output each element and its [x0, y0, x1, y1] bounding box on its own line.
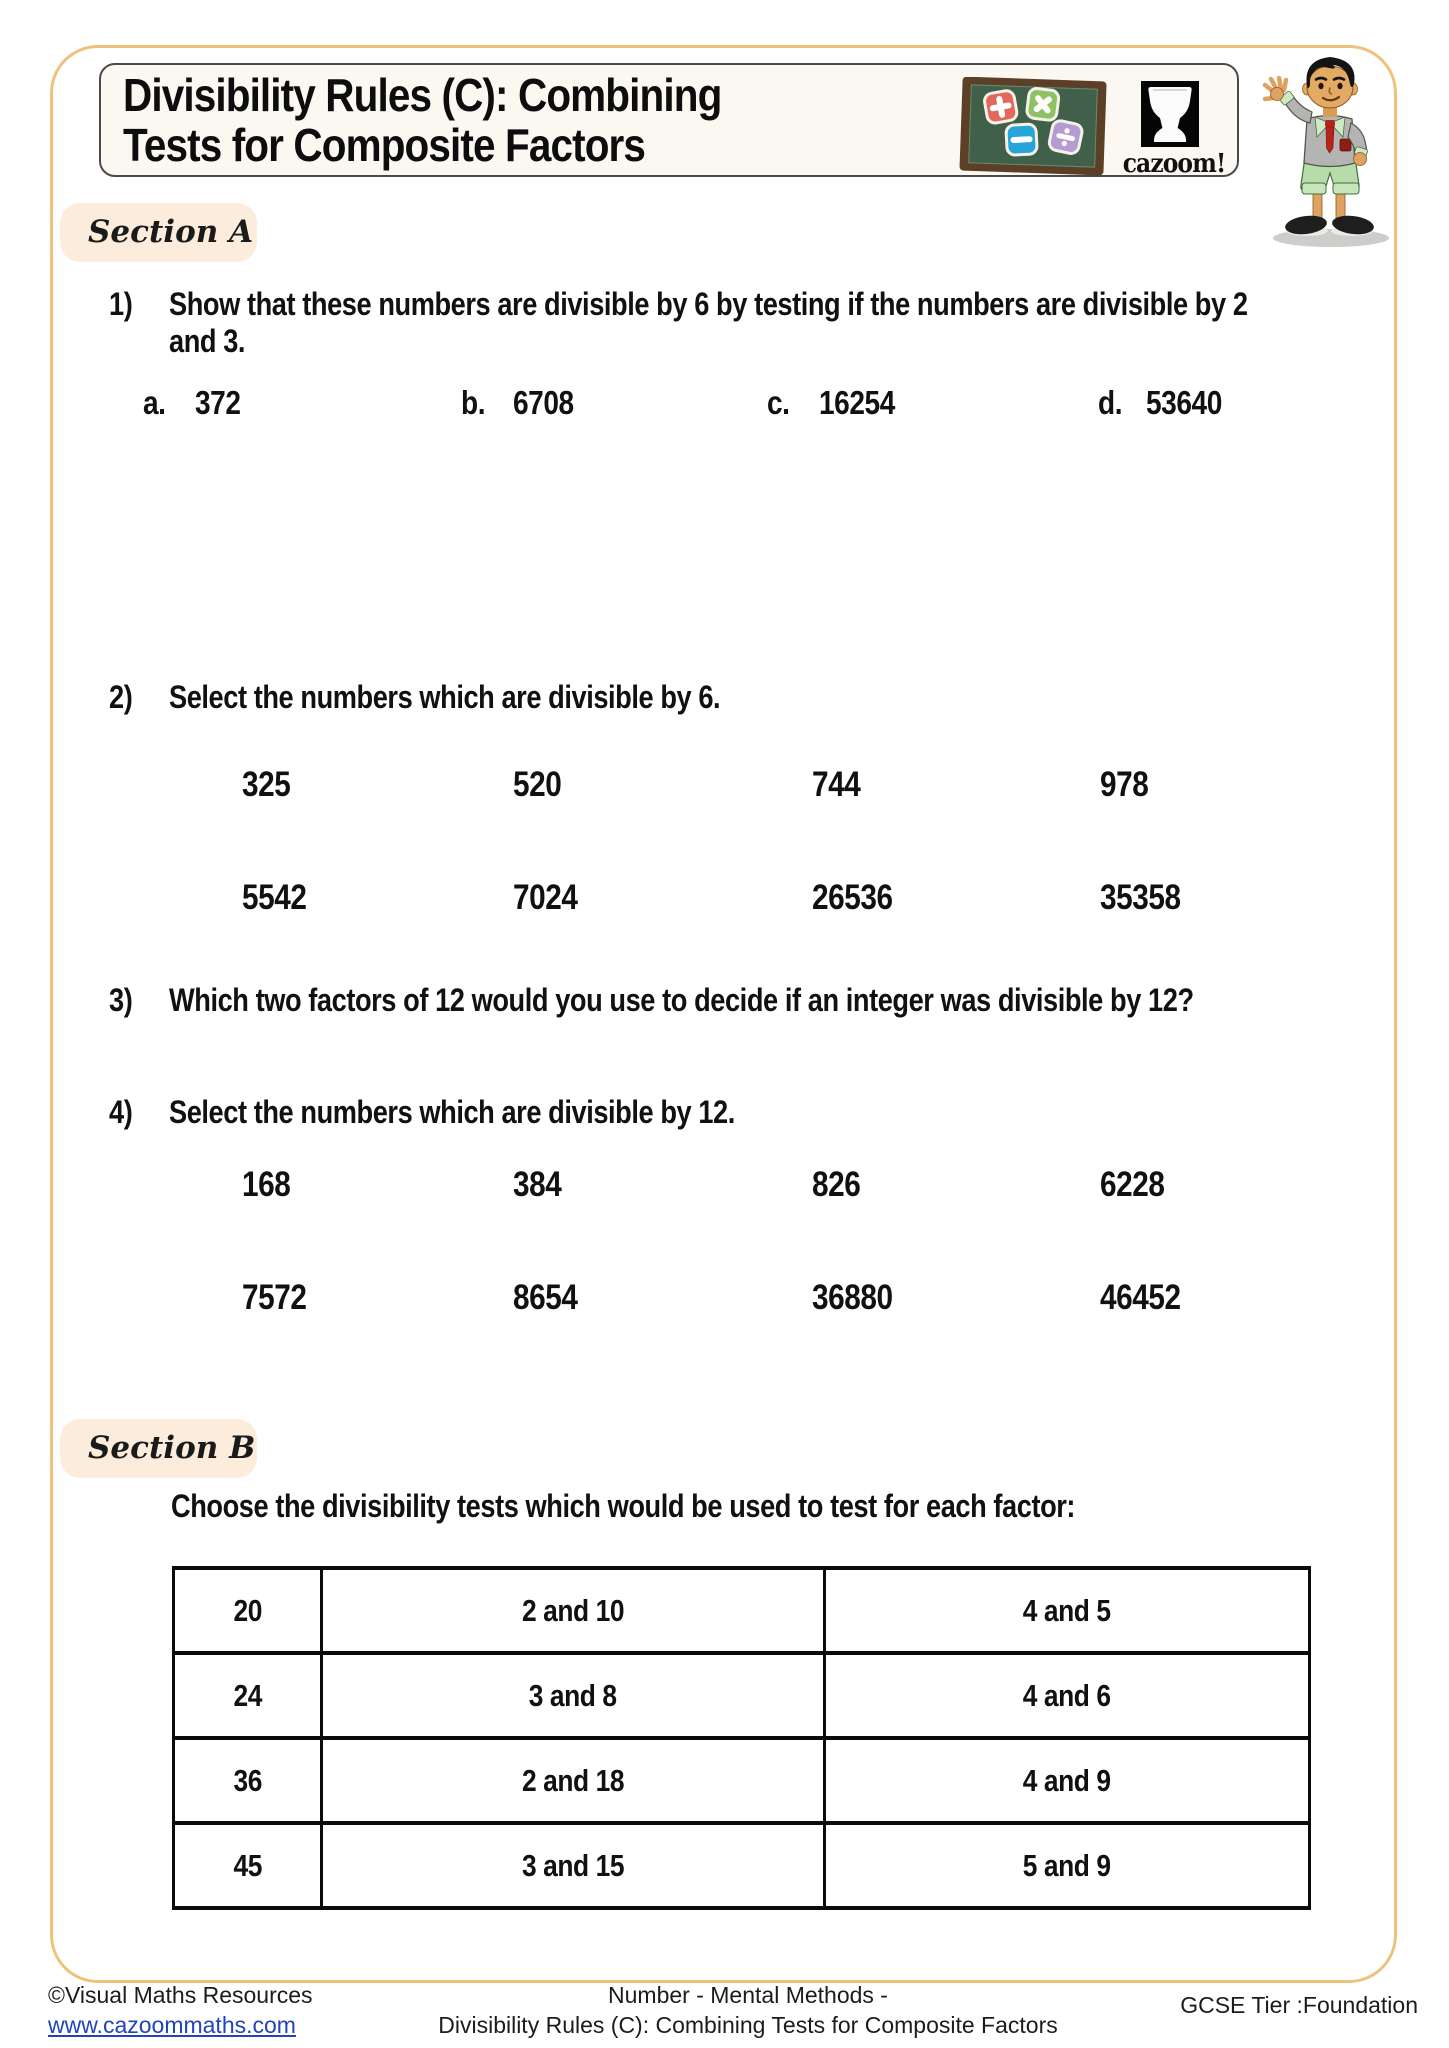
table-cell: 5 and 9	[825, 1823, 1310, 1908]
q2-number-cell: 7024	[513, 878, 578, 917]
footer-category-line2: Divisibility Rules (C): Combining Tests for Composite Factors	[438, 2012, 1058, 2038]
footer-tier: GCSE Tier :Foundation	[1180, 1992, 1418, 2018]
table-cell: 3 and 15	[322, 1823, 825, 1908]
q2-number-cell: 35358	[1100, 878, 1181, 917]
q4-number-cell: 384	[513, 1165, 562, 1204]
table-cell: 4 and 6	[825, 1653, 1310, 1738]
footer-left	[48, 1980, 313, 2040]
footer-category-line1: Number - Mental Methods -	[608, 1982, 888, 2008]
title-box	[99, 63, 1239, 177]
title-line-2: Tests for Composite Factors	[123, 119, 646, 171]
q4-number-cell: 168	[242, 1165, 291, 1204]
q3-number: 3)	[109, 982, 133, 1018]
q2-number-cell: 978	[1100, 765, 1149, 804]
q4-number-cell: 826	[812, 1165, 861, 1204]
q1-text-line2: and 3.	[169, 323, 246, 359]
table-cell: 45	[174, 1823, 322, 1908]
student-mascot-illustration	[1253, 55, 1403, 250]
table-cell: 20	[174, 1568, 322, 1653]
q1-option-letter-c: c.	[767, 384, 790, 421]
q1-option-letter-d: d.	[1098, 384, 1123, 421]
cazoom-logo	[1117, 81, 1226, 179]
q2-text: Select the numbers which are divisible by 6.	[169, 679, 721, 715]
table-cell: 24	[174, 1653, 322, 1738]
q2-number-cell: 744	[812, 765, 861, 804]
section-b-instruction: Choose the divisibility tests which would be used to test for each factor:	[171, 1488, 1076, 1524]
minus-tile-icon	[1006, 124, 1038, 156]
q1-option-value-b: 6708	[513, 384, 574, 421]
q2-number-cell: 26536	[812, 878, 893, 917]
footer-website-link[interactable]: www.cazoommaths.com	[48, 2012, 296, 2038]
q1-option-value-a: 372	[195, 384, 241, 421]
q4-number-cell: 8654	[513, 1278, 578, 1317]
brand-text: cazoom!	[1122, 149, 1226, 179]
q2-number-cell: 520	[513, 765, 562, 804]
table-cell: 3 and 8	[322, 1653, 825, 1738]
q3-text: Which two factors of 12 would you use to decide if an integer was divisible by 12?	[169, 982, 1194, 1018]
q1-option-letter-a: a.	[143, 384, 166, 421]
q4-text: Select the numbers which are divisible by 12.	[169, 1094, 735, 1130]
page-title	[123, 70, 803, 170]
q1-option-value-d: 53640	[1146, 384, 1222, 421]
section-a-label	[60, 203, 257, 262]
plus-tile-icon	[983, 89, 1018, 124]
footer-copyright: ©Visual Maths Resources	[48, 1982, 313, 2008]
chalkboard-math-icon	[959, 77, 1107, 177]
q4-number: 4)	[109, 1094, 133, 1130]
q4-number-cell: 7572	[242, 1278, 307, 1317]
q2-number: 2)	[109, 679, 133, 715]
table-cell: 4 and 9	[825, 1738, 1310, 1823]
table-cell: 2 and 10	[322, 1568, 825, 1653]
section-b-label	[60, 1419, 257, 1478]
footer-category	[398, 1980, 1098, 2040]
section-a-text: Section A	[88, 214, 254, 250]
multiply-tile-icon	[1026, 88, 1059, 121]
title-line-1: Divisibility Rules (C): Combining	[123, 69, 722, 121]
q2-number-cell: 5542	[242, 878, 307, 917]
q2-number-cell: 325	[242, 765, 291, 804]
q1-option-letter-b: b.	[461, 384, 486, 421]
divide-tile-icon	[1048, 119, 1084, 155]
table-cell: 4 and 5	[825, 1568, 1310, 1653]
table-cell: 2 and 18	[322, 1738, 825, 1823]
q4-number-cell: 6228	[1100, 1165, 1165, 1204]
q4-number-cell: 46452	[1100, 1278, 1181, 1317]
section-b-text: Section B	[88, 1430, 256, 1466]
q1-text-line1: Show that these numbers are divisible by 6 by testing if the numbers are divisible by 2	[169, 286, 1248, 322]
table-cell: 36	[174, 1738, 322, 1823]
q4-number-cell: 36880	[812, 1278, 893, 1317]
q1-option-value-c: 16254	[819, 384, 895, 421]
djembe-drum-icon	[1141, 81, 1199, 147]
q1-number: 1)	[109, 286, 133, 322]
page-border	[50, 45, 1397, 1983]
